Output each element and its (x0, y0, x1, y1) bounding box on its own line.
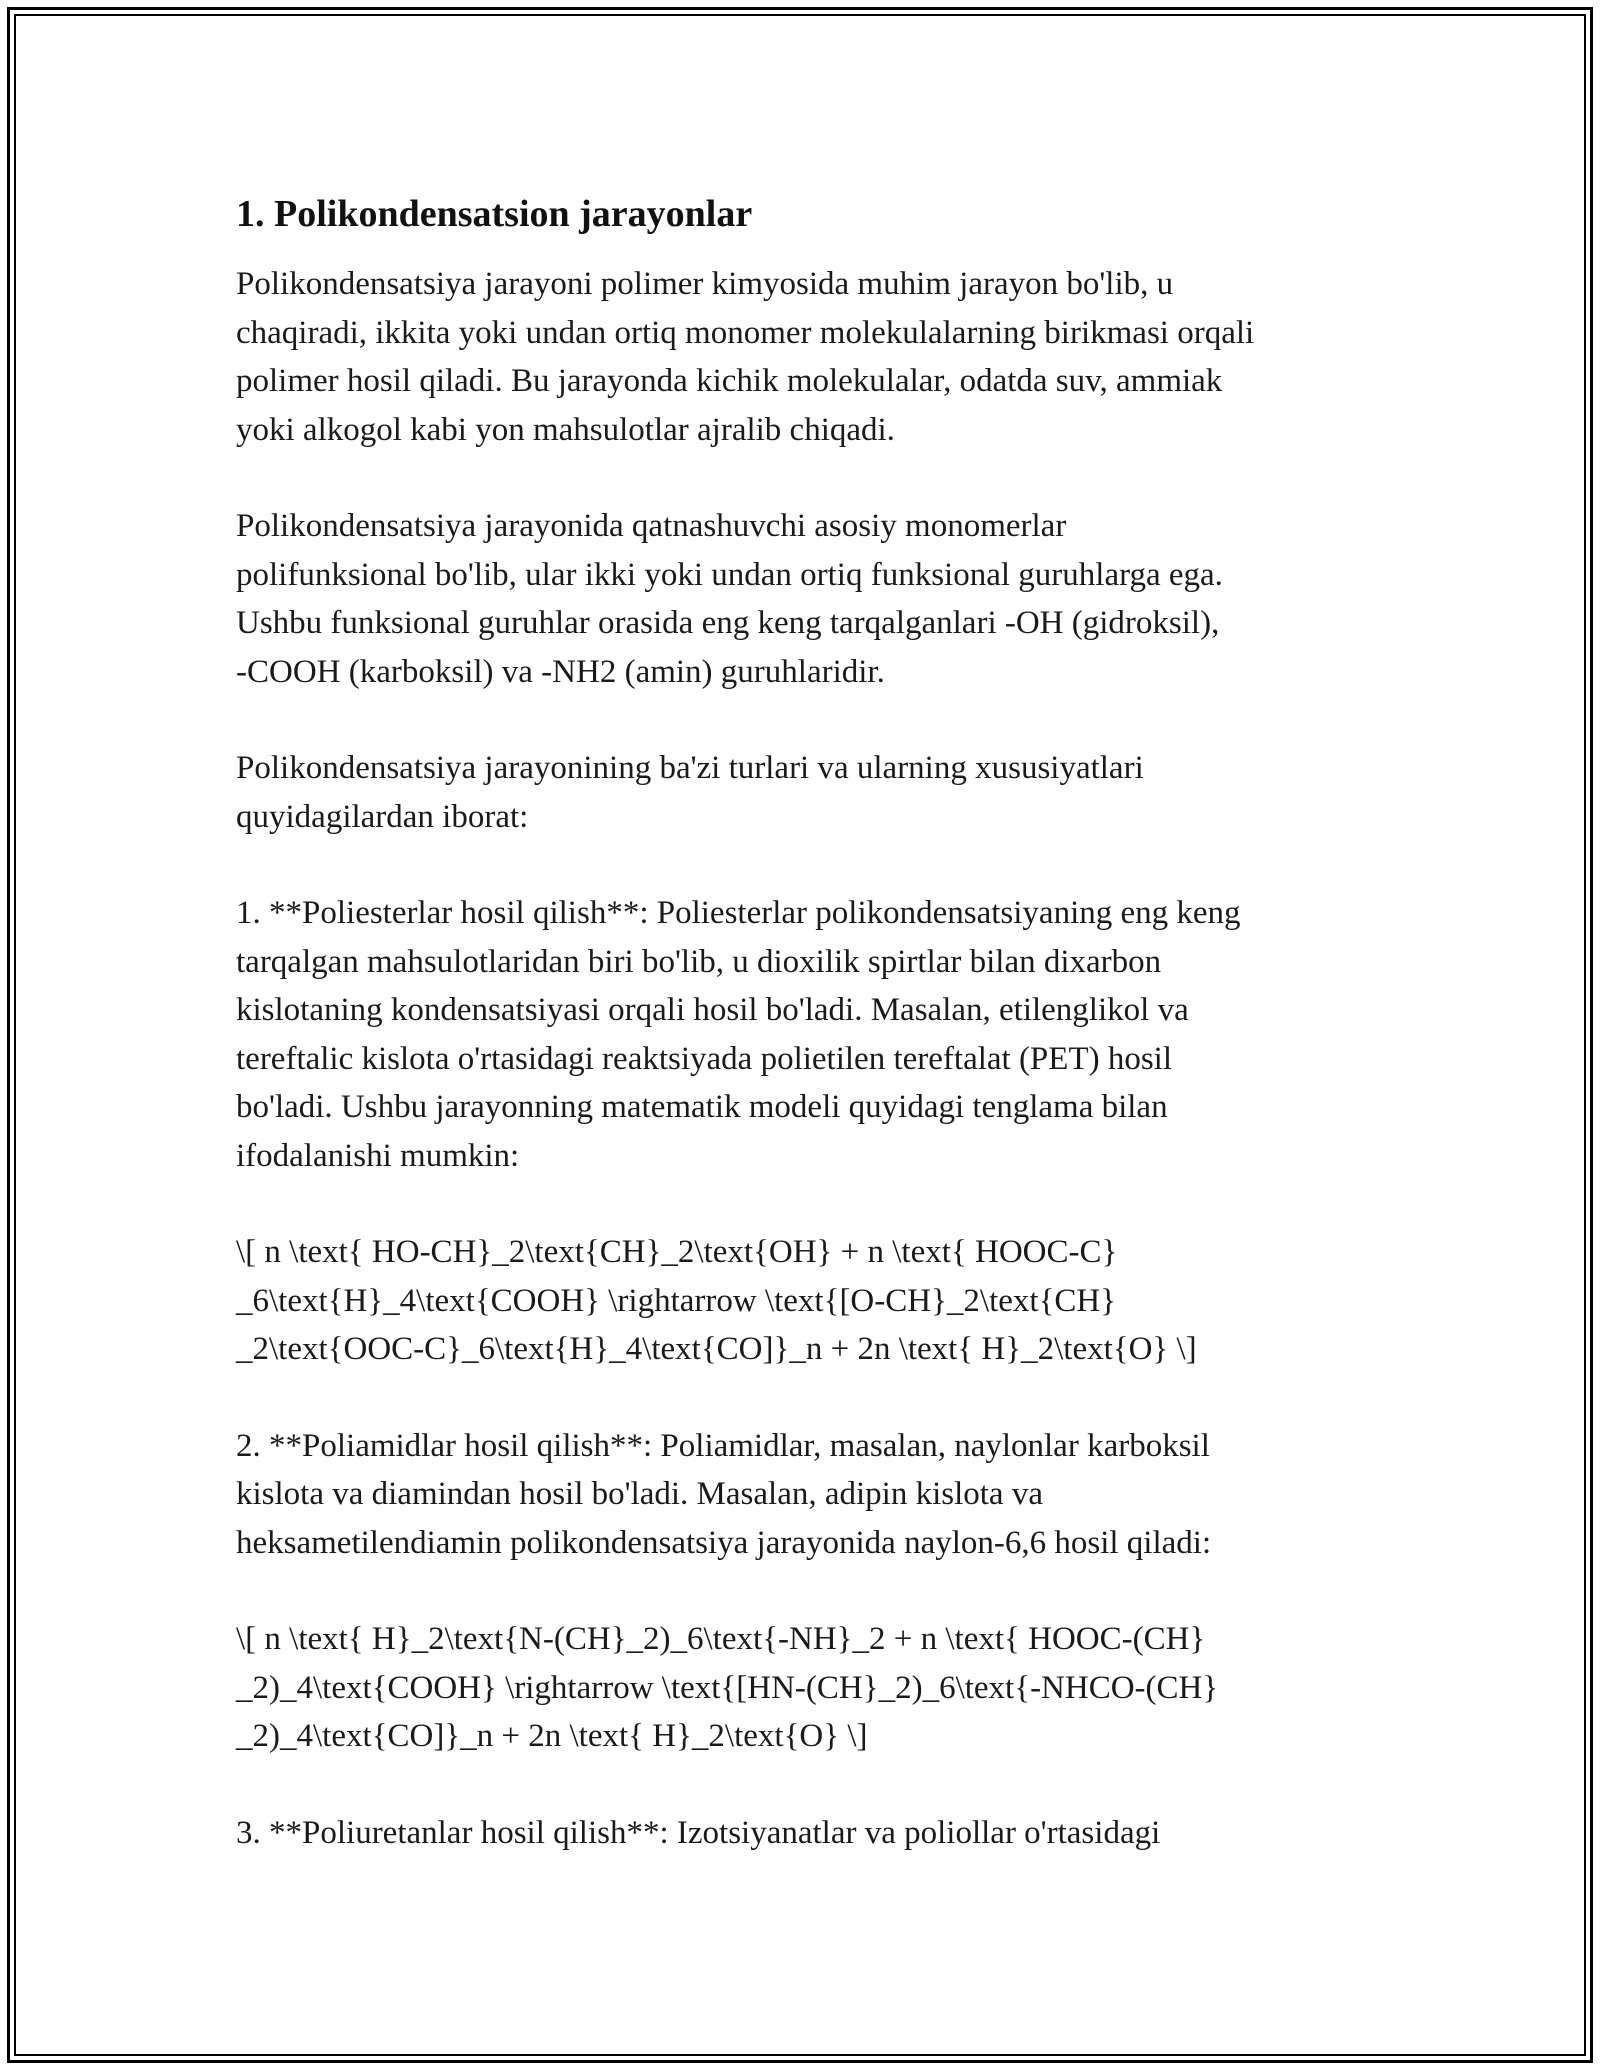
document-body (236, 188, 1386, 1905)
formula-nylon: \[ n \text{ H}_2\text{N-(CH}_2)_6\text{-NH}_2 + n \text{ HOOC-(CH} _2)_4\text{COOH} \rightarrow \text{[HN-(CH}_2)_6\text{-NHCO-(CH} _2)_4\text{CO]}_n + 2n \text{ H}_2\text{O} \] (236, 1621, 1219, 1754)
paragraph-polyesters: 1. **Poliesterlar hosil qilish**: Poliesterlar polikondensatsiyaning eng keng tarqalgan mahsulotlaridan biri bo'lib, u dioxilik spirtlar bilan dixarbon kislotaning kondensatsiyasi orqali hosil bo'ladi. Masalan, etilenglikol va tereftalic kislota o'rtasidagi reaktsiyada polietilen tereftalat (PET) hosil bo'ladi. Ushbu jarayonning matematik modeli quyidagi tenglama bilan ifodalanishi mumkin: (236, 895, 1241, 1174)
paragraph-intro: Polikondensatsiya jarayoni polimer kimyosida muhim jarayon bo'lib, u chaqiradi, ikkita yoki undan ortiq monomer molekulalarning birikmasi orqali polimer hosil qiladi. Bu jarayonda kichik molekulalar, odatda suv, ammiak yoki alkogol kabi yon mahsulotlar ajralib chiqadi. (236, 266, 1255, 448)
paragraph-polyamides: 2. **Poliamidlar hosil qilish**: Poliamidlar, masalan, naylonlar karboksil kislota va diamindan hosil bo'ladi. Masalan, adipin kislota va heksametilendiamin polikondensatsiya jarayonida naylon-6,6 hosil qiladi: (236, 1427, 1212, 1561)
paragraph-polyurethanes: 3. **Poliuretanlar hosil qilish**: Izotsiyanatlar va poliollar o'rtasidagi (236, 1814, 1161, 1851)
paragraph-monomers: Polikondensatsiya jarayonida qatnashuvchi asosiy monomerlar polifunksional bo'lib, ular ikki yoki undan ortiq funksional guruhlarga ega. Ushbu funksional guruhlar orasida eng keng tarqalganlari -OH (gidroksil), -COOH (karboksil) va -NH2 (amin) guruhlaridir. (236, 508, 1223, 690)
paragraph-types-intro: Polikondensatsiya jarayonining ba'zi turlari va ularning xususiyatlari quyidagilardan iborat: (236, 750, 1144, 835)
section-heading: 1. Polikondensatsion jarayonlar (236, 193, 753, 235)
formula-pet: \[ n \text{ HO-CH}_2\text{CH}_2\text{OH} + n \text{ HOOC-C} _6\text{H}_4\text{COOH} \rightarrow \text{[O-CH}_2\text{CH} _2\text{OOC-C}_6\text{H}_4\text{CO]}_n + 2n \text{ H}_2\text{O} \] (236, 1234, 1197, 1367)
